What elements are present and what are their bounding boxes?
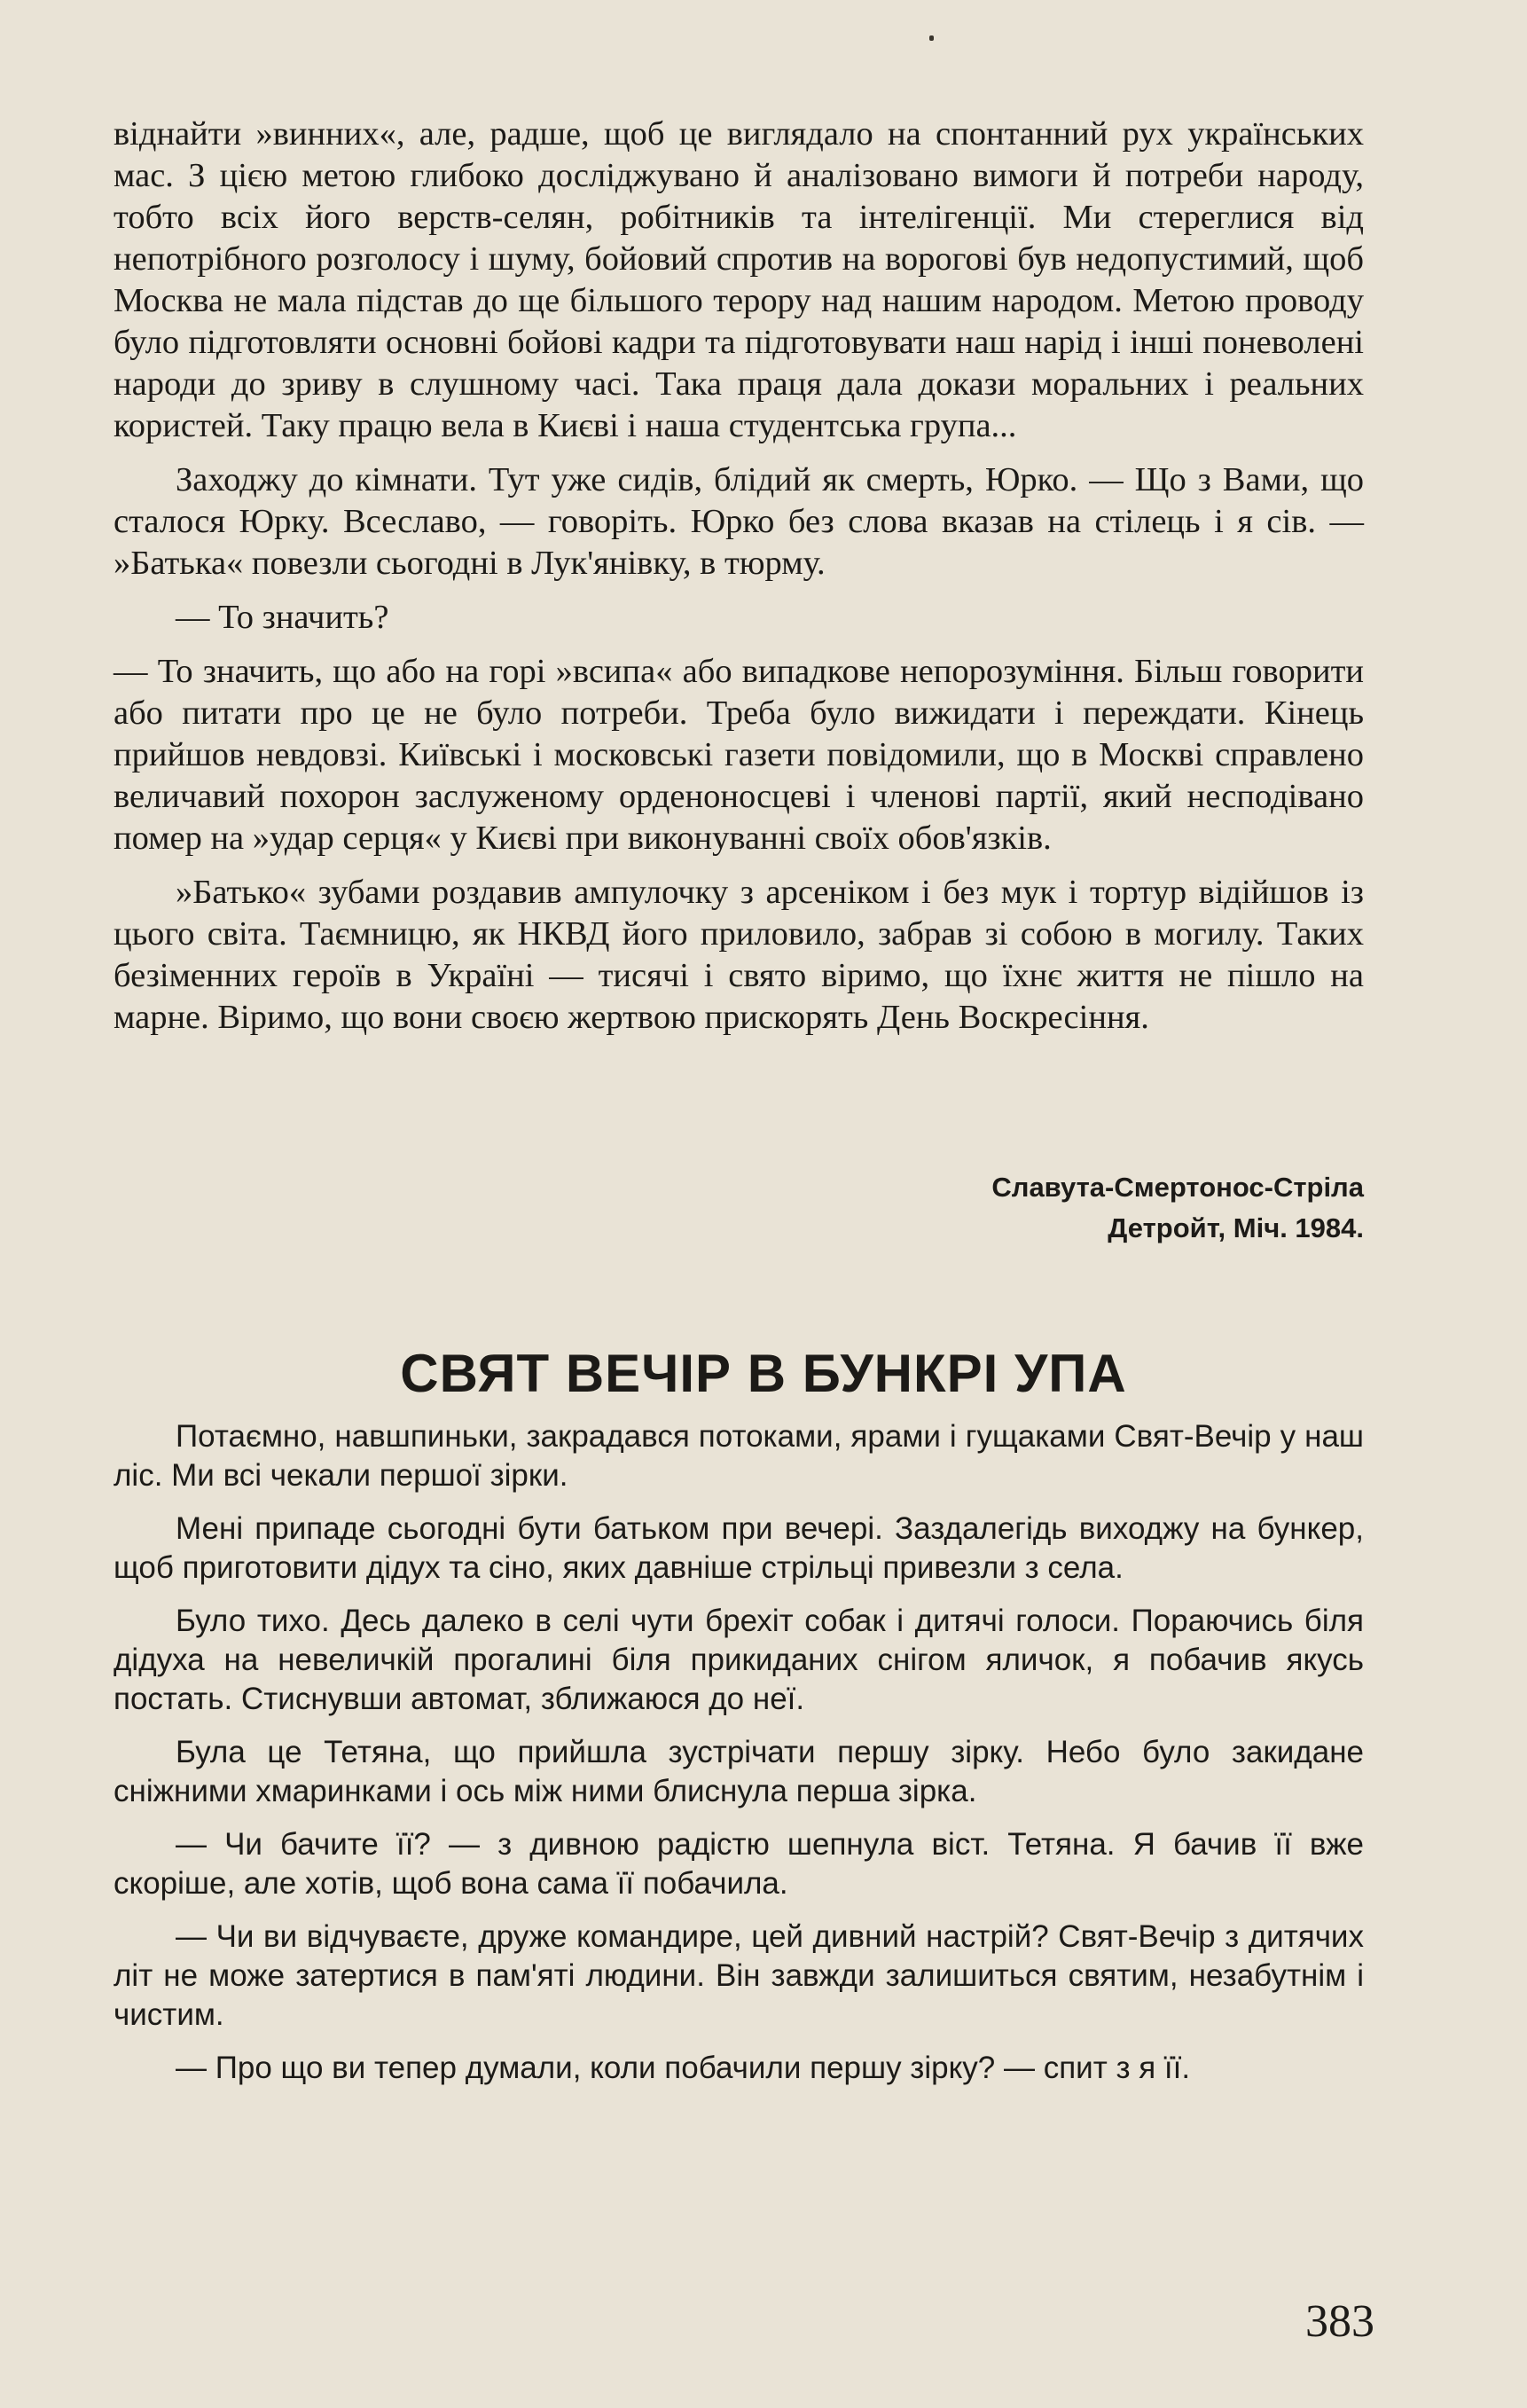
story-paragraph: Потаємно, навшпиньки, закрадався потоками, ярами і гущаками Свят-Вечір у наш ліс. Ми всі чекали першої зірки.: [114, 1419, 1364, 1493]
story-paragraph: Була це Тетяна, що прийшла зустрічати першу зірку. Небо було закидане сніжними хмаринками і ось між ними блиснула перша зірка.: [114, 1735, 1364, 1808]
signature-author: Славута-Смертонос-Стріла: [991, 1172, 1364, 1203]
scan-speck: [929, 35, 934, 41]
story-title: СВЯТ ВЕЧІР В БУНКРІ УПА: [400, 1344, 1127, 1403]
story-paragraph: Мені припаде сьогодні бути батьком при вечері. Заздалегідь виходжу на бункер, щоб приготовити дідух та сіно, яких давніше стрільці привезли з села.: [114, 1511, 1364, 1585]
story-paragraph: — Чи ви відчуваєте, друже командире, цей дивний настрій? Свят-Вечір з дитячих літ не може затертися в пам'яті людини. Він завжди залишиться святим, незабутнім і чистим.: [114, 1919, 1364, 2032]
story-paragraph: Було тихо. Десь далеко в селі чути брехіт собак і дитячі голоси. Пораючись біля дідуха на невеличкій прогалині біля прикиданих снігом яличок, я побачив якусь постать. Стиснувши автомат, зближаюся до неї.: [114, 1604, 1364, 1716]
memoir-text: [114, 114, 1364, 1051]
page-number: 383: [1305, 2296, 1374, 2347]
memoir-paragraph: — То значить, що або на горі »всипа« або випадкове непорозуміння. Більш говорити або питати про це не було потреби. Треба було вижидати і переждати. Кінець прийшов невдовзі. Київські і московські газети повідомили, що в Москві справлено величавий похорон заслуженому орденоносцеві і членові партії, який несподівано помер на »удар серця« у Києві при виконуванні своїх обов'язків.: [114, 653, 1364, 857]
memoir-paragraph: Заходжу до кімнати. Тут уже сидів, блідий як смерть, Юрко. — Що з Вами, що сталося Юрку. Всеславо, — говоріть. Юрко без слова вказав на стілець і я сів. — »Батька« повезли сьогодні в Лук'янівку, в тюрму.: [114, 461, 1364, 582]
memoir-paragraph: віднайти »винних«, але, радше, щоб це виглядало на спонтанний рух українських мас. З цією метою глибоко досліджувано й аналізовано вимоги й потреби народу, тобто всіх його верств-селян, робітників та інтелігенції. Ми стереглися від непотрібного розголосу і шуму, бойовий спротив на ворогові був недопустимий, щоб Москва не мала підстав до ще більшого терору над нашим народом. Метою проводу було підготовляти основні бойові кадри та підготовувати наш нарід і інші поневолені народи до зриву в слушному часі. Така праця дала докази моральних і реальних користей. Таку працю вела в Києві і наша студентська група...: [114, 115, 1364, 444]
story-text: [114, 1417, 1364, 2102]
story-paragraph: — Чи бачите її? — з дивною радістю шепнула віст. Тетяна. Я бачив її вже скоріше, але хотів, щоб вона сама її побачила.: [114, 1827, 1364, 1901]
memoir-paragraph: »Батько« зубами роздавив ампулочку з арсеніком і без мук і тортур відійшов із цього світа. Таємницю, як НКВД його приловило, забрав зі собою в могилу. Таких безіменних героїв в Україні — тисячі і свято віримо, що їхнє життя не пішло на марне. Віримо, що вони своєю жертвою прискорять День Воскресіння.: [114, 874, 1364, 1036]
signature-place-date: Детройт, Міч. 1984.: [1108, 1212, 1364, 1243]
signature: [991, 1167, 1364, 1249]
memoir-paragraph: — То значить?: [176, 599, 389, 636]
story-paragraph: — Про що ви тепер думали, коли побачили першу зірку? — спит з я її.: [176, 2051, 1191, 2085]
